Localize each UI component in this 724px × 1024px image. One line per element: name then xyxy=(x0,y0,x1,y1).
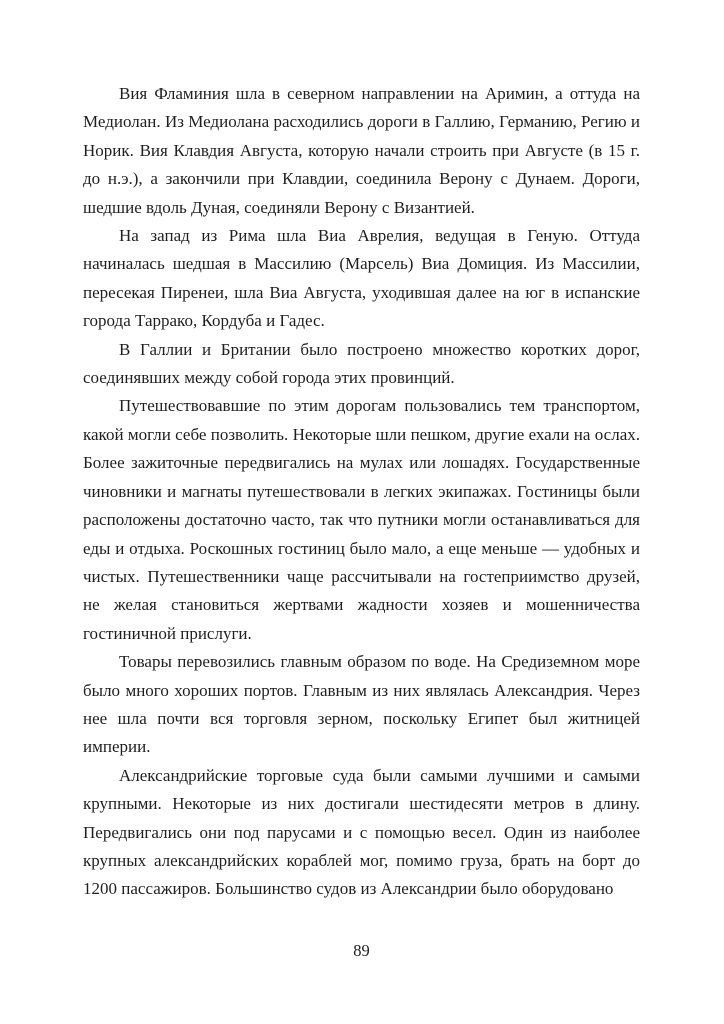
paragraph: Товары перевозились главным образом по воде. На Средиземном море было много хороших портов. Главным из них являлась Александрия. Через нее шла почти вся торговля зерном, поскольку Египет был житницей империи. xyxy=(83,652,640,757)
paragraph: В Галлии и Британии было построено множество коротких дорог, соединявших между собой города этих провинций. xyxy=(83,339,640,388)
body-text xyxy=(83,80,640,904)
paragraph: Александрийские торговые суда были самыми лучшими и самыми крупными. Некоторые из них достигали шестидесяти метров в длину. Передвигались они под парусами и с помощью весел. Один из наиболее крупных александрийских кораблей мог, помимо груза, брать на борт до 1200 пассажиров. Большинство судов из Александрии было оборудовано xyxy=(83,765,640,899)
page-number: 89 xyxy=(353,941,370,960)
paragraph: Вия Фламиния шла в северном направлении на Аримин, а оттуда на Медиолан. Из Медиолана расходились дороги в Галлию, Германию, Регию и Норик. Вия Клавдия Августа, которую начали строить при Августе (в 15 г. до н.э.), а закончили при Клавдии, соединила Верону с Дунаем. Дороги, шедшие вдоль Дуная, соединяли Верону с Византией. xyxy=(83,84,640,217)
paragraph: На запад из Рима шла Виа Аврелия, ведущая в Геную. Оттуда начиналась шедшая в Массилию (Марсель) Виа Домиция. Из Массилии, пересекая Пиренеи, шла Виа Августа, уходившая далее на юг в испанские города Таррако, Кордуба и Гадес. xyxy=(83,226,640,331)
paragraph: Путешествовавшие по этим дорогам пользовались тем транспортом, какой могли себе позволить. Некоторые шли пешком, другие ехали на ослах. Более зажиточные передвигались на мулах или лошадях. Государственные чиновники и магнаты путешествовали в легких экипажах. Гостиницы были расположены достаточно часто, так что путники могли останавливаться для еды и отдыха. Роскошных гостиниц было мало, а еще меньше — удобных и чистых. Путешественники чаще рассчитывали на гостеприимство друзей, не желая становиться жертвами жадности хозяев и мошенничества гостиничной прислуги. xyxy=(83,396,640,643)
